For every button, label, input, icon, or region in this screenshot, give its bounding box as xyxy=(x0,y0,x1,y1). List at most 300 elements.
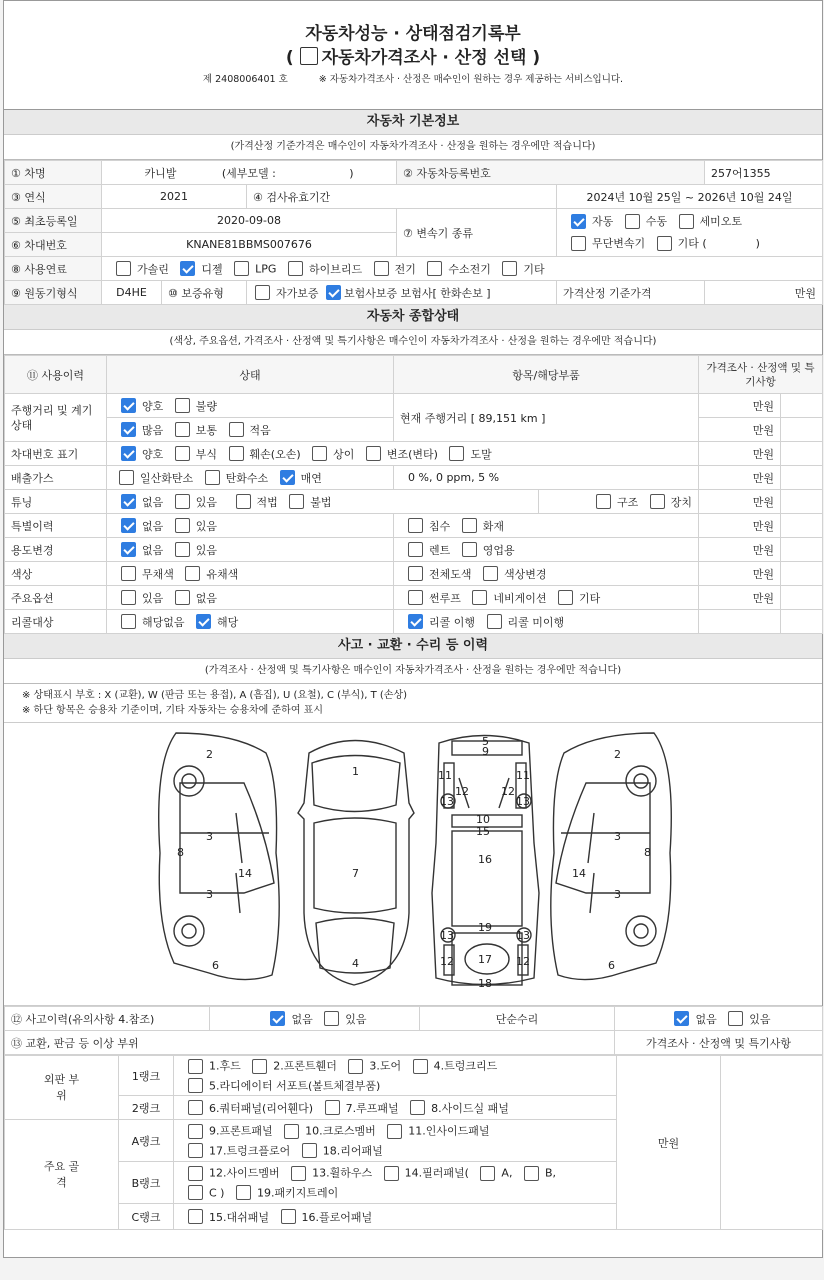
part-10-checkbox[interactable] xyxy=(284,1124,299,1139)
col-item: 항목/해당부품 xyxy=(394,356,699,394)
opt-no-label: 없음 xyxy=(195,591,218,605)
vm-good-label: 양호 xyxy=(142,447,164,461)
chromatic-checkbox[interactable] xyxy=(185,566,200,581)
price-cell: 만원 xyxy=(699,586,781,610)
repair-exist-label: 있음 xyxy=(749,1012,771,1026)
part-14-checkbox[interactable] xyxy=(384,1166,399,1181)
price-option-label: 자동차가격조사 · 산정 선택 xyxy=(321,48,527,68)
meter-good-label: 양호 xyxy=(142,399,164,413)
recall-na-label: 해당없음 xyxy=(142,615,185,629)
em-smoke-label: 매연 xyxy=(300,471,322,485)
label-6-right: 6 xyxy=(608,959,615,972)
accident-none-checkbox[interactable] xyxy=(270,1011,285,1026)
navigation-checkbox[interactable] xyxy=(472,590,487,605)
mileage-value: 현재 주행거리 [ 89,151 km ] xyxy=(394,394,699,442)
pillar-a-checkbox[interactable] xyxy=(480,1166,495,1181)
usage-exist-checkbox[interactable] xyxy=(175,542,190,557)
rankC-items xyxy=(174,1204,617,1230)
repair-none-label: 없음 xyxy=(695,1012,717,1026)
label-17: 17 xyxy=(478,953,492,966)
label-1: 1 xyxy=(352,765,359,778)
repair-exist-checkbox[interactable] xyxy=(728,1011,743,1026)
usage-label: 용도변경 xyxy=(5,538,107,562)
trans-semi-label: 세미오토 xyxy=(699,214,743,228)
em-hc-label: 탄화수소 xyxy=(225,471,269,485)
fuel-other-label: 기타 xyxy=(523,262,545,276)
usage-state xyxy=(107,538,394,562)
color-change-checkbox[interactable] xyxy=(483,566,498,581)
special-label: 특별이력 xyxy=(5,514,107,538)
note-cell xyxy=(781,442,823,466)
simple-repair-label: 단순수리 xyxy=(420,1007,615,1031)
parts-price: 만원 xyxy=(617,1056,721,1230)
tuning-exist-checkbox[interactable] xyxy=(175,494,190,509)
part-18-checkbox[interactable] xyxy=(302,1143,317,1158)
fuel-lpg-checkbox[interactable] xyxy=(234,261,249,276)
note-cell xyxy=(781,490,823,514)
price-label: 가격산정 기준가격 xyxy=(557,281,705,305)
accident-summary xyxy=(4,1006,823,1055)
label-3-left-rear: 3 xyxy=(206,888,213,901)
part-15-label: 15.대쉬패널 xyxy=(209,1210,269,1224)
trans-auto-label: 자동 xyxy=(592,214,614,228)
label-11-left: 11 xyxy=(438,769,452,782)
tuning-none-label: 없음 xyxy=(142,495,164,509)
meter-bad-label: 불량 xyxy=(195,399,218,413)
business-label: 영업용 xyxy=(482,543,515,557)
opt-yes-label: 있음 xyxy=(142,591,164,605)
label-19: 19 xyxy=(478,921,492,934)
color-label: 색상 xyxy=(5,562,107,586)
vm-paint-label: 도말 xyxy=(470,447,492,461)
basic-info-heading: 자동차 기본정보 xyxy=(4,110,822,135)
mileage-many-checkbox[interactable] xyxy=(121,422,136,437)
legend xyxy=(4,684,822,723)
label-12-left: 12 xyxy=(455,785,469,798)
part-8-checkbox[interactable] xyxy=(410,1100,425,1115)
usage-none-label: 없음 xyxy=(142,543,164,557)
vin-mark-state xyxy=(107,442,699,466)
special-state xyxy=(107,514,394,538)
note-cell xyxy=(781,610,823,634)
recall-not-checkbox[interactable] xyxy=(487,614,502,629)
rankA-items xyxy=(174,1120,617,1162)
price-cell: 만원 xyxy=(699,442,781,466)
fire-checkbox[interactable] xyxy=(462,518,477,533)
label-12-rear-right: 12 xyxy=(516,955,530,968)
label-14-right: 14 xyxy=(572,867,586,880)
reg-no-label: ② 자동차등록번호 xyxy=(397,161,705,185)
em-co-checkbox[interactable] xyxy=(119,470,134,485)
part-14-label: 14.필러패널( xyxy=(404,1166,469,1180)
label-18: 18 xyxy=(478,977,492,990)
doc-number: 제 2408006401 호 xyxy=(202,74,288,85)
opt-no-checkbox[interactable] xyxy=(175,590,190,605)
emission-state xyxy=(107,466,394,490)
label-11-right: 11 xyxy=(516,769,530,782)
trans-cvt-checkbox[interactable] xyxy=(571,236,586,251)
tuning-illegal-checkbox[interactable] xyxy=(289,494,304,509)
vin: KNANE81BBMS007676 xyxy=(102,233,397,257)
price-cell: 만원 xyxy=(699,562,781,586)
label-9: 9 xyxy=(482,745,489,758)
price-cell: 만원 xyxy=(699,394,781,418)
label-12-rear-left: 12 xyxy=(440,955,454,968)
mileage-many-label: 많음 xyxy=(142,423,164,437)
car-name-cell xyxy=(102,161,397,185)
note-cell xyxy=(781,418,823,442)
car-diagram xyxy=(4,723,822,1006)
trans-manual-checkbox[interactable] xyxy=(625,214,640,229)
meter-good-checkbox[interactable] xyxy=(121,398,136,413)
part-5-checkbox[interactable] xyxy=(188,1078,203,1093)
warranty-label: ⑩ 보증유형 xyxy=(162,281,247,305)
price-cell: 만원 xyxy=(699,418,781,442)
vin-label: ⑥ 차대번호 xyxy=(5,233,102,257)
part-1-label: 1.후드 xyxy=(209,1059,241,1073)
part-3-label: 3.도어 xyxy=(369,1059,402,1073)
part-17-label: 17.트렁크플로어 xyxy=(209,1144,291,1157)
car-name-label: ① 차명 xyxy=(5,161,102,185)
car-name: 카니발 xyxy=(144,166,177,180)
full-paint-label: 전체도색 xyxy=(429,567,472,581)
recall-items xyxy=(394,610,699,634)
recall-label: 리콜대상 xyxy=(5,610,107,634)
fuel-hydrogen-label: 수소전기 xyxy=(448,262,491,276)
engine: D4HE xyxy=(102,281,162,305)
mileage-normal-label: 보통 xyxy=(195,423,218,437)
pillar-c-checkbox[interactable] xyxy=(188,1185,203,1200)
tuning-illegal-label: 불법 xyxy=(310,495,332,509)
vm-alter-label: 변조(변타) xyxy=(386,447,438,461)
trans-other-close: ) xyxy=(755,236,760,250)
part-13-checkbox[interactable] xyxy=(291,1166,306,1181)
repair-none-checkbox[interactable] xyxy=(674,1011,689,1026)
rank1-items xyxy=(174,1056,617,1096)
navigation-label: 네비게이션 xyxy=(493,591,547,605)
tuning-legal-checkbox[interactable] xyxy=(236,494,251,509)
part-15-checkbox[interactable] xyxy=(188,1209,203,1224)
accident-none-label: 없음 xyxy=(291,1012,313,1026)
exchange-price-header: 가격조사 · 산정액 및 특기사항 xyxy=(615,1031,823,1055)
status-heading: 자동차 종합상태 xyxy=(4,305,822,330)
fuel-other-checkbox[interactable] xyxy=(502,261,517,276)
note-cell xyxy=(781,562,823,586)
fuel-label: ⑧ 사용연료 xyxy=(5,257,102,281)
accident-exist-checkbox[interactable] xyxy=(324,1011,339,1026)
option-state xyxy=(107,586,394,610)
tuning-type xyxy=(539,490,699,514)
legend-basis: ※ 하단 항목은 승용차 기준이며, 기타 자동차는 승용차에 준하여 표시 xyxy=(22,705,323,716)
part-8-label: 8.사이드실 패널 xyxy=(431,1101,509,1115)
price-cell xyxy=(699,610,781,634)
opt-other-checkbox[interactable] xyxy=(558,590,573,605)
vm-corrosion-checkbox[interactable] xyxy=(175,446,190,461)
part-4-checkbox[interactable] xyxy=(413,1059,428,1074)
fuel-gasoline-label: 가솔린 xyxy=(137,262,169,276)
part-6-label: 6.쿼터패널(리어휀다) xyxy=(209,1101,314,1115)
label-3-right-rear: 3 xyxy=(614,888,621,901)
document-title: 자동차성능 · 상태점검기록부 xyxy=(305,24,521,44)
label-16: 16 xyxy=(478,853,492,866)
recall-state xyxy=(107,610,394,634)
recall-yes-checkbox[interactable] xyxy=(196,614,211,629)
document-header xyxy=(4,1,822,110)
model-detail: (세부모델 : xyxy=(221,166,276,180)
mileage-few-checkbox[interactable] xyxy=(229,422,244,437)
part-19-label: 19.패키지트레이 xyxy=(256,1186,339,1199)
accident-label: ⑫ 사고이력(유의사항 4.참조) xyxy=(5,1007,210,1031)
label-7: 7 xyxy=(352,867,359,880)
mileage-label xyxy=(5,394,107,442)
fuel-electric-label: 전기 xyxy=(394,262,416,276)
rank1-label: 1랭크 xyxy=(119,1056,174,1096)
sunroof-checkbox[interactable] xyxy=(408,590,423,605)
part-2-label: 2.프론트휀더 xyxy=(273,1059,337,1073)
opt-yes-checkbox[interactable] xyxy=(121,590,136,605)
mileage-state xyxy=(107,418,394,442)
reg-no: 257어1355 xyxy=(705,161,823,185)
emission-label: 배출가스 xyxy=(5,466,107,490)
label-15: 15 xyxy=(476,825,490,838)
note-cell xyxy=(781,538,823,562)
part-12-label: 12.사이드멤버 xyxy=(209,1166,280,1180)
fuel-lpg-label: LPG xyxy=(255,262,277,275)
fuel-diesel-label: 디젤 xyxy=(201,262,223,276)
vm-diff-label: 상이 xyxy=(333,447,355,461)
warranty-options xyxy=(247,281,557,305)
rent-checkbox[interactable] xyxy=(408,542,423,557)
part-4-label: 4.트렁크리드 xyxy=(433,1059,498,1073)
flood-checkbox[interactable] xyxy=(408,518,423,533)
part-2-checkbox[interactable] xyxy=(252,1059,267,1074)
model-detail-close: ) xyxy=(349,166,354,180)
option-items xyxy=(394,586,699,610)
label-13-rear-right: 13 xyxy=(516,929,530,942)
business-checkbox[interactable] xyxy=(462,542,477,557)
tuning-none-checkbox[interactable] xyxy=(121,494,136,509)
part-16-checkbox[interactable] xyxy=(281,1209,296,1224)
part-11-checkbox[interactable] xyxy=(387,1124,402,1139)
price-option-title xyxy=(4,43,822,68)
tuning-device-label: 장치 xyxy=(670,495,693,509)
price-option-checkbox[interactable] xyxy=(300,47,318,65)
special-exist-checkbox[interactable] xyxy=(175,518,190,533)
emission-values: 0 %, 0 ppm, 5 % xyxy=(394,466,699,490)
engine-label: ⑨ 원동기형식 xyxy=(5,281,102,305)
rankB-label: B랭크 xyxy=(119,1162,174,1204)
label-14-left: 14 xyxy=(238,867,252,880)
col-history: ⑪ 사용이력 xyxy=(5,356,107,394)
part-16-label: 16.플로어패널 xyxy=(301,1210,373,1224)
warranty-ins-checkbox[interactable] xyxy=(326,285,341,300)
fuel-hydrogen-checkbox[interactable] xyxy=(427,261,442,276)
flood-label: 침수 xyxy=(429,519,451,533)
label-13-left: 13 xyxy=(440,795,454,808)
diagram-labels xyxy=(177,735,651,990)
color-items xyxy=(394,562,699,586)
trans-label: ⑦ 변속기 종류 xyxy=(397,209,557,257)
rankC-label: C랭크 xyxy=(119,1204,174,1230)
basic-info-table xyxy=(4,160,823,305)
price-cell: 만원 xyxy=(699,514,781,538)
fuel-gasoline-checkbox[interactable] xyxy=(116,261,131,276)
opt-other-label: 기타 xyxy=(579,591,601,605)
chromatic-label: 유채색 xyxy=(206,567,239,581)
vm-damage-checkbox[interactable] xyxy=(229,446,244,461)
trans-options xyxy=(557,209,823,257)
part-17-checkbox[interactable] xyxy=(188,1143,203,1158)
part-6-checkbox[interactable] xyxy=(188,1100,203,1115)
meter-bad-checkbox[interactable] xyxy=(175,398,190,413)
vm-diff-checkbox[interactable] xyxy=(312,446,327,461)
tuning-structure-checkbox[interactable] xyxy=(596,494,611,509)
recall-done-label: 리콜 이행 xyxy=(429,615,476,629)
note-cell xyxy=(781,514,823,538)
pillar-a-label: A, xyxy=(501,1166,513,1180)
special-items xyxy=(394,514,699,538)
price-cell: 만원 xyxy=(699,466,781,490)
tuning-device-checkbox[interactable] xyxy=(650,494,665,509)
col-price xyxy=(699,356,823,394)
tuning-structure-label: 구조 xyxy=(616,495,639,509)
part-12-checkbox[interactable] xyxy=(188,1166,203,1181)
paren-close: ) xyxy=(532,48,541,68)
em-co-label: 일산화탄소 xyxy=(140,471,194,485)
recall-done-checkbox[interactable] xyxy=(408,614,423,629)
inspect-label: ④ 검사유효기간 xyxy=(247,185,557,209)
rank2-items xyxy=(174,1096,617,1120)
usage-none-checkbox[interactable] xyxy=(121,542,136,557)
fuel-hybrid-label: 하이브리드 xyxy=(308,262,363,276)
col-state: 상태 xyxy=(107,356,394,394)
label-8-right: 8 xyxy=(644,846,651,859)
recall-yes-label: 해당 xyxy=(217,615,239,629)
option-label: 주요옵션 xyxy=(5,586,107,610)
outer-panel-text: 외판 부위 xyxy=(43,1072,80,1102)
vm-good-checkbox[interactable] xyxy=(121,446,136,461)
rank2-label: 2랭크 xyxy=(119,1096,174,1120)
main-frame-label xyxy=(5,1120,119,1230)
part-11-label: 11.인사이드패널 xyxy=(408,1124,490,1138)
special-none-checkbox[interactable] xyxy=(121,518,136,533)
tuning-label: 튜닝 xyxy=(5,490,107,514)
accident-note: (가격조사 · 산정액 및 특기사항은 매수인이 자동차가격조사 · 산정을 원하는 경우에만 적습니다) xyxy=(4,659,822,684)
trans-other-checkbox[interactable] xyxy=(657,236,672,251)
exchange-label: ⑬ 교환, 판금 등 이상 부위 xyxy=(5,1031,615,1055)
label-3-left-front: 3 xyxy=(206,830,213,843)
part-9-checkbox[interactable] xyxy=(188,1124,203,1139)
label-5: 5 xyxy=(482,735,489,748)
vm-paint-checkbox[interactable] xyxy=(449,446,464,461)
vm-corrosion-label: 부식 xyxy=(195,447,218,461)
fuel-diesel-checkbox[interactable] xyxy=(180,261,195,276)
warranty-ins-label: 보험사보증 보험사[ 한화손보 ] xyxy=(344,286,491,300)
em-smoke-checkbox[interactable] xyxy=(280,470,295,485)
sunroof-label: 썬루프 xyxy=(429,591,461,605)
mileage-normal-checkbox[interactable] xyxy=(175,422,190,437)
special-exist-label: 있음 xyxy=(195,519,218,533)
tuning-legal-label: 적법 xyxy=(256,495,278,509)
fire-label: 화재 xyxy=(482,519,505,533)
outer-panel-label xyxy=(5,1056,119,1120)
paren-open: ( xyxy=(285,48,294,68)
price-cell: 만원 xyxy=(699,538,781,562)
part-7-checkbox[interactable] xyxy=(325,1100,340,1115)
car-diagram-svg xyxy=(4,723,822,1005)
accident-exist-label: 있음 xyxy=(345,1012,367,1026)
year-label: ③ 연식 xyxy=(5,185,102,209)
label-3-right-front: 3 xyxy=(614,830,621,843)
achromatic-checkbox[interactable] xyxy=(121,566,136,581)
rankA-label: A랭크 xyxy=(119,1120,174,1162)
meter-state xyxy=(107,394,394,418)
pillar-b-checkbox[interactable] xyxy=(524,1166,539,1181)
label-2-right: 2 xyxy=(614,748,621,761)
right-side-view xyxy=(551,733,671,980)
em-hc-checkbox[interactable] xyxy=(205,470,220,485)
vm-damage-label: 훼손(오손) xyxy=(249,447,301,461)
fuel-electric-checkbox[interactable] xyxy=(374,261,389,276)
first-reg: 2020-09-08 xyxy=(102,209,397,233)
basic-info-note: (가격산정 기준가격은 매수인이 자동차가격조사 · 산정을 원하는 경우에만 적습니다) xyxy=(4,135,822,160)
vin-mark-label: 차대번호 표기 xyxy=(5,442,107,466)
part-5-label: 5.라디에이터 서포트(볼트체결부품) xyxy=(209,1079,381,1092)
part-13-label: 13.휠하우스 xyxy=(312,1166,373,1180)
accident-state xyxy=(210,1007,420,1031)
warranty-self-label: 자가보증 xyxy=(276,286,319,300)
label-8-left: 8 xyxy=(177,846,184,859)
usage-items xyxy=(394,538,699,562)
parts-table xyxy=(4,1055,823,1230)
label-4: 4 xyxy=(352,957,359,970)
price-unit: 만원 xyxy=(705,281,823,305)
full-paint-checkbox[interactable] xyxy=(408,566,423,581)
price-cell: 만원 xyxy=(699,490,781,514)
year: 2021 xyxy=(102,185,247,209)
status-table xyxy=(4,355,823,634)
note-cell xyxy=(781,586,823,610)
recall-na-checkbox[interactable] xyxy=(121,614,136,629)
status-note: (색상, 주요옵션, 가격조사 · 산정액 및 특기사항은 매수인이 자동차가격조사 · 산정을 원하는 경우에만 적습니다) xyxy=(4,330,822,355)
color-change-label: 색상변경 xyxy=(504,567,547,581)
vm-alter-checkbox[interactable] xyxy=(366,446,381,461)
legend-codes: ※ 상태표시 부호 : X (교환), W (판금 또는 용접), A (흠집), U (요철), C (부식), T (손상) xyxy=(22,690,408,701)
part-1-checkbox[interactable] xyxy=(188,1059,203,1074)
fuel-hybrid-checkbox[interactable] xyxy=(288,261,303,276)
trans-cvt-label: 무단변속기 xyxy=(592,236,646,250)
part-3-checkbox[interactable] xyxy=(348,1059,363,1074)
main-frame-text: 주요 골격 xyxy=(43,1159,80,1189)
part-10-label: 10.크로스멤버 xyxy=(305,1124,376,1138)
parts-note xyxy=(721,1056,823,1230)
part-19-checkbox[interactable] xyxy=(236,1185,251,1200)
tuning-exist-label: 있음 xyxy=(195,495,218,509)
part-18-label: 18.리어패널 xyxy=(322,1144,383,1157)
note-cell xyxy=(781,466,823,490)
pillar-b-label: B, xyxy=(544,1166,556,1180)
label-2-left: 2 xyxy=(206,748,213,761)
recall-not-label: 리콜 미이행 xyxy=(507,615,565,629)
part-9-label: 9.프론트패널 xyxy=(209,1124,273,1138)
accident-heading: 사고 · 교환 · 수리 등 이력 xyxy=(4,634,822,659)
inspect-period: 2024년 10월 25일 ~ 2026년 10월 24일 xyxy=(557,185,823,209)
trans-semi-checkbox[interactable] xyxy=(679,214,694,229)
warranty-self-checkbox[interactable] xyxy=(255,285,270,300)
special-none-label: 없음 xyxy=(142,519,164,533)
col-price-text: 가격조사 · 산정액 및 특기사항 xyxy=(706,361,815,388)
trans-auto-checkbox[interactable] xyxy=(571,214,586,229)
